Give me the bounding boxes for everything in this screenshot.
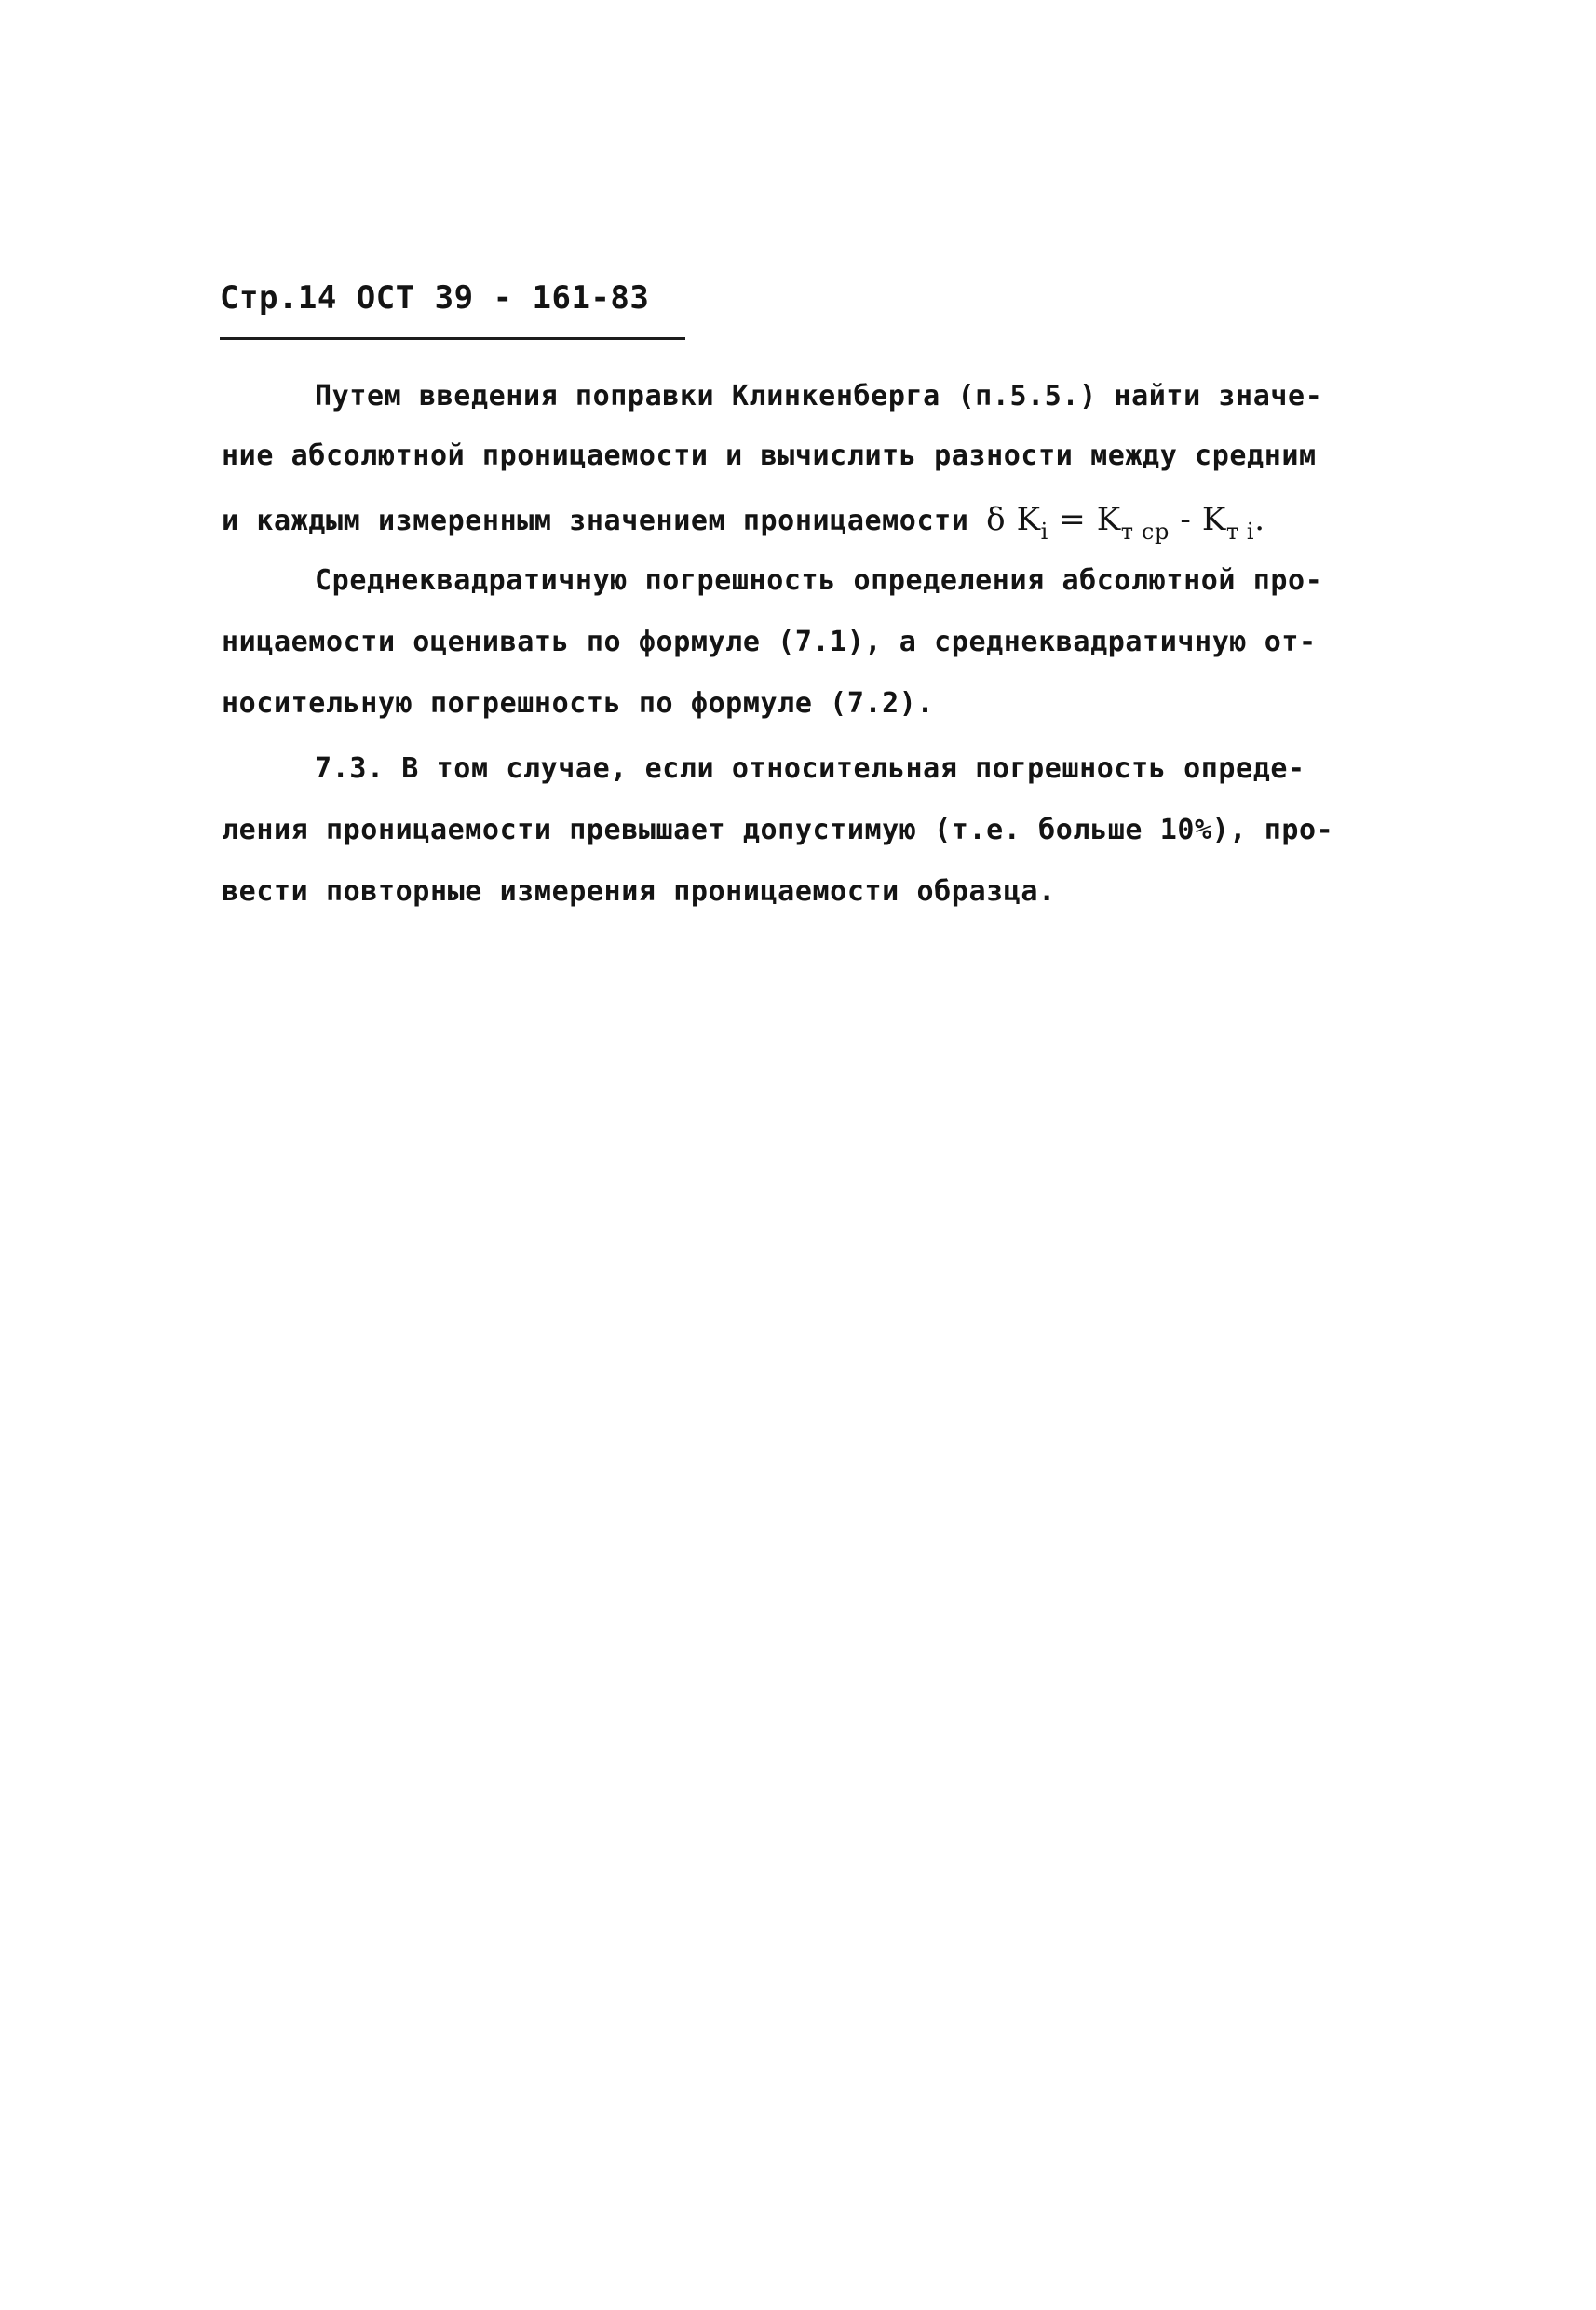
text-line: ние абсолютной проницаемости и вычислить разности между средним [222, 439, 1317, 472]
formula-lhs-subscript: i [1040, 519, 1048, 545]
formula-equals: = K [1048, 501, 1121, 538]
header-underline [220, 337, 685, 340]
text-line-content: и каждым измеренным значением проницаемости [222, 505, 969, 537]
formula-rhs-subscript: т i [1225, 519, 1255, 545]
permeability-difference-formula [986, 501, 1265, 545]
text-line: 7.3. В том случае, если относительная погрешность опреде- [315, 752, 1305, 785]
text-line: Путем введения поправки Клинкенберга (п.5.5.) найти значе- [315, 380, 1323, 412]
text-line: ницаемости оценивать по формуле (7.1), а среднеквадратичную от- [222, 626, 1317, 658]
formula-mean-subscript: т ср [1120, 519, 1170, 545]
formula-minus: - K [1169, 501, 1226, 538]
text-line [222, 501, 1265, 545]
formula-end: . [1254, 501, 1265, 538]
text-line: ления проницаемости превышает допустимую (т.е. больше 10%), про- [222, 814, 1334, 846]
page-header: Стр.14 ОСТ 39 - 161-83 [220, 279, 650, 317]
text-line: вести повторные измерения проницаемости образца. [222, 875, 1056, 908]
text-line: Среднеквадратичную погрешность определения абсолютной про- [315, 564, 1323, 597]
text-line: носительную погрешность по формуле (7.2). [222, 687, 935, 720]
formula-lhs: δ K [986, 501, 1041, 538]
